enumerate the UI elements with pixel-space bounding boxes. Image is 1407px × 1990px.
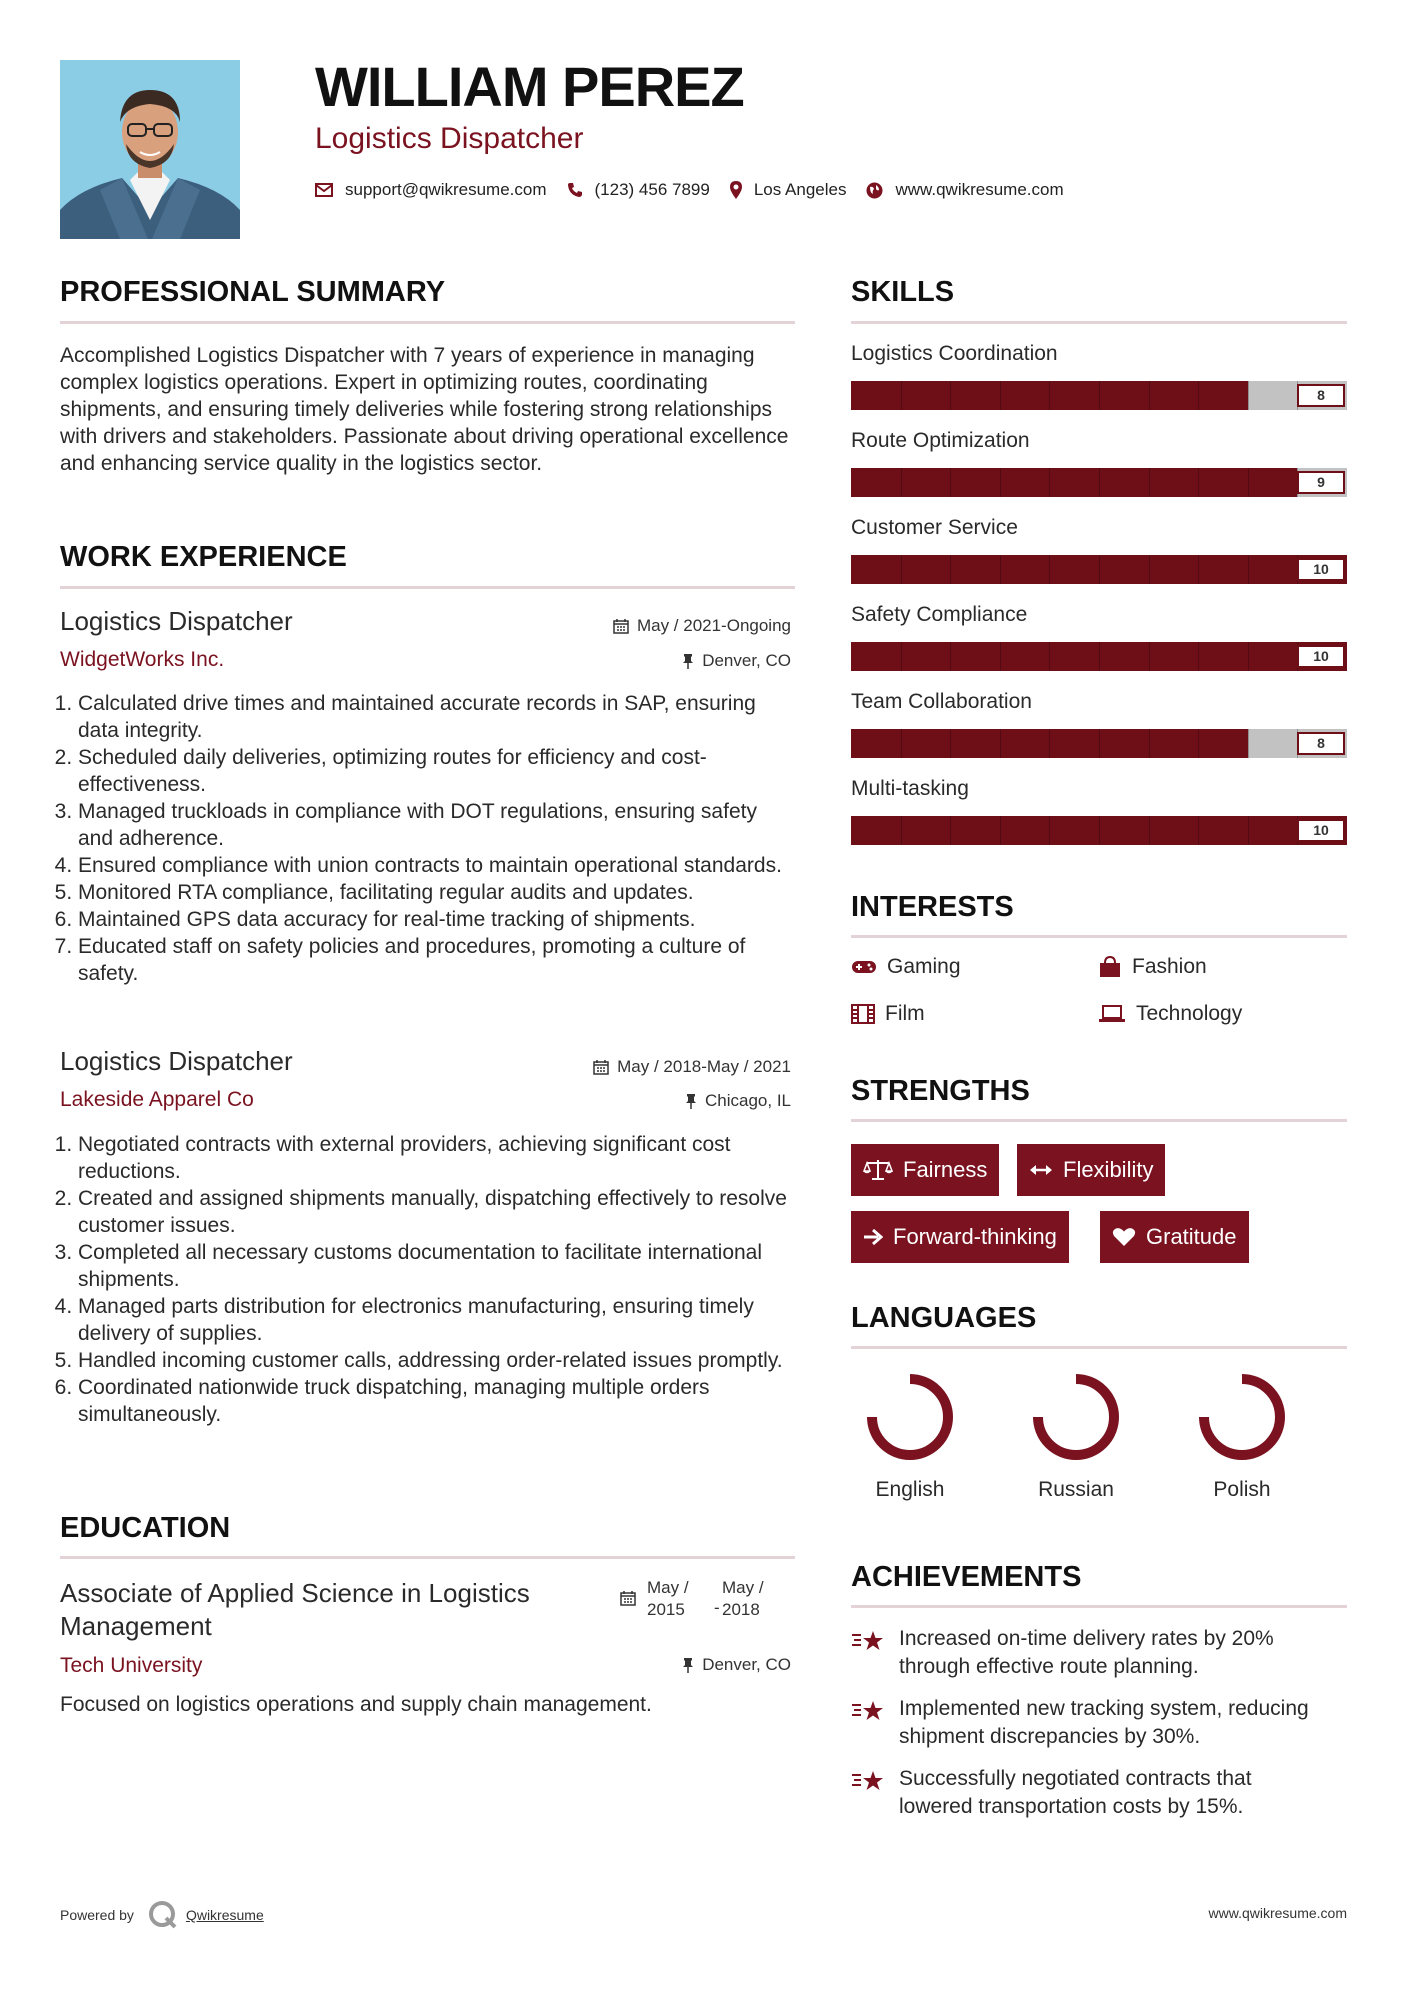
skill-score: 8	[1297, 732, 1345, 755]
languages-divider	[851, 1346, 1347, 1349]
list-item: 3. Completed all necessary customs documentation to facilitate international shipments.	[78, 1239, 795, 1293]
candidate-role: Logistics Dispatcher	[315, 122, 584, 155]
skill-bar-segment	[1149, 381, 1150, 410]
strength-tag	[1017, 1144, 1165, 1196]
qwikresume-link[interactable]: Qwikresume	[185, 1907, 264, 1923]
skill-bar-segment	[1049, 816, 1050, 845]
skill-bar-segment	[1000, 642, 1001, 671]
skill-bar-segment	[950, 816, 951, 845]
skill-bar-segment	[1248, 468, 1249, 497]
pushpin-icon	[682, 653, 694, 669]
skill-score: 10	[1297, 645, 1345, 668]
skill-bar	[851, 468, 1347, 497]
achievement-item	[851, 1695, 1329, 1751]
arrows-horizontal-icon	[1029, 1163, 1053, 1177]
strengths-divider	[851, 1119, 1347, 1122]
language-level-ring	[863, 1370, 957, 1464]
skill-bar-segment	[1248, 816, 1249, 845]
film-icon	[851, 1004, 875, 1024]
skill-bar-segment	[1198, 642, 1199, 671]
list-item: 4. Managed parts distribution for electronics manufacturing, ensuring timely delivery of supplies.	[78, 1293, 795, 1347]
skill-bar-segment	[950, 468, 951, 497]
envelope-icon	[315, 183, 333, 197]
strength-label: Forward-thinking	[893, 1224, 1057, 1249]
skill-bar-segment	[1198, 555, 1199, 584]
edu-end-month: May /	[722, 1578, 764, 1597]
experience-heading: WORK EXPERIENCE	[60, 541, 347, 573]
calendar-icon	[620, 1590, 636, 1606]
email-text: support@qwikresume.com	[345, 180, 547, 199]
contact-email[interactable]	[315, 180, 547, 200]
strengths-heading: STRENGTHS	[851, 1075, 1030, 1107]
skills-divider	[851, 321, 1347, 324]
skill-bar-segment	[1049, 555, 1050, 584]
map-marker-icon	[730, 181, 742, 199]
interest-gaming	[851, 955, 961, 979]
skill-label: Logistics Coordination	[851, 342, 1058, 365]
job-location	[685, 1091, 791, 1111]
skill-score: 10	[1297, 558, 1345, 581]
edu-start-year: 2015	[647, 1600, 685, 1619]
experience-divider	[60, 586, 795, 589]
list-item: 4. Ensured compliance with union contracts to maintain operational standards.	[78, 852, 795, 879]
degree-title-line2: Management	[60, 1611, 212, 1641]
skill-bar-segment	[1099, 555, 1100, 584]
skill-bar-segment	[1198, 381, 1199, 410]
powered-by-text: Powered by	[60, 1907, 134, 1923]
skill-bar-segment	[1149, 729, 1150, 758]
job-location	[682, 651, 791, 671]
education-description: Focused on logistics operations and supply chain management.	[60, 1693, 652, 1716]
skill-bar-segment	[1248, 729, 1249, 758]
summary-text: Accomplished Logistics Dispatcher with 7 years of experience in managing complex logistics operations. Expert in optimizing routes, coordinating shipments, and ensuring timely deliveries while fostering strong relationships with drivers and stakeholders. Passionate about driving operational excellence and enhancing service quality in the logistics sector.	[60, 344, 789, 475]
skill-bar-segment	[901, 555, 902, 584]
list-item: 1. Calculated drive times and maintained accurate records in SAP, ensuring data integrity.	[78, 690, 795, 744]
skill-bar-segment	[1049, 468, 1050, 497]
interests-divider	[851, 935, 1347, 938]
edu-date-dash: -	[714, 1598, 720, 1617]
contact-phone[interactable]	[567, 180, 710, 200]
job-dates	[613, 616, 791, 636]
skill-bar	[851, 555, 1347, 584]
skill-bar-segment	[1248, 555, 1249, 584]
list-item: 5. Handled incoming customer calls, addressing order-related issues promptly.	[78, 1347, 795, 1374]
skill-bar-segment	[1248, 381, 1249, 410]
job-dates-text: May / 2018-May / 2021	[617, 1057, 791, 1076]
arrow-right-icon	[863, 1228, 883, 1246]
education-location	[682, 1655, 791, 1675]
skill-bar-segment	[1149, 468, 1150, 497]
education-dates	[620, 1578, 780, 1620]
strength-tag	[851, 1211, 1069, 1263]
skill-bar-segment	[1099, 816, 1100, 845]
skill-bar-segment	[901, 468, 902, 497]
skill-label: Route Optimization	[851, 429, 1030, 452]
strength-label: Gratitude	[1146, 1224, 1237, 1249]
skill-bar-segment	[1099, 468, 1100, 497]
laptop-icon	[1098, 1005, 1126, 1023]
job-dates-text: May / 2021-Ongoing	[636, 616, 791, 635]
summary-divider	[60, 321, 795, 324]
balance-scale-icon	[863, 1158, 893, 1182]
school-name: Tech University	[60, 1654, 203, 1677]
strength-label: Fairness	[903, 1157, 988, 1182]
skill-bar-segment	[950, 729, 951, 758]
skill-bar-segment	[1149, 642, 1150, 671]
language-level-arc	[1204, 1379, 1280, 1455]
profile-photo	[60, 60, 240, 239]
skill-bar-segment	[901, 642, 902, 671]
interests-heading: INTERESTS	[851, 891, 1014, 923]
strength-label: Flexibility	[1063, 1157, 1154, 1182]
achievement-text: Increased on-time delivery rates by 20% through effective route planning.	[899, 1627, 1274, 1678]
shooting-star-icon	[851, 1767, 885, 1795]
interest-label: Fashion	[1132, 955, 1207, 978]
skill-bar-segment	[901, 816, 902, 845]
skill-bar-segment	[1099, 729, 1100, 758]
skill-bar-segment	[1000, 381, 1001, 410]
skill-bar-segment	[1149, 555, 1150, 584]
languages-heading: LANGUAGES	[851, 1302, 1037, 1334]
skill-bar-segment	[1198, 468, 1199, 497]
job-location-text: Denver, CO	[702, 651, 791, 670]
language-item	[1187, 1370, 1297, 1502]
interest-fashion	[1098, 955, 1207, 979]
interest-technology	[1098, 1002, 1242, 1026]
skill-bar-segment	[1000, 729, 1001, 758]
skill-bar	[851, 642, 1347, 671]
strength-tag	[851, 1144, 999, 1196]
qwikresume-logo-icon	[148, 1900, 178, 1930]
language-level-arc	[1038, 1379, 1114, 1455]
achievements-heading: ACHIEVEMENTS	[851, 1561, 1082, 1593]
language-name: Russian	[1038, 1478, 1114, 1501]
job-duties-list	[60, 1131, 795, 1428]
edu-start-month: May /	[647, 1578, 689, 1597]
skills-heading: SKILLS	[851, 276, 955, 308]
education-heading: EDUCATION	[60, 1512, 231, 1544]
shopping-bag-icon	[1098, 956, 1122, 978]
skill-bar	[851, 381, 1347, 410]
achievement-item	[851, 1765, 1329, 1821]
skill-bar-segment	[1099, 381, 1100, 410]
list-item: 6. Maintained GPS data accuracy for real-time tracking of shipments.	[78, 906, 795, 933]
footer-powered-by	[60, 1900, 264, 1930]
education-divider	[60, 1556, 795, 1559]
skill-label: Multi-tasking	[851, 777, 969, 800]
candidate-name: WILLIAM PEREZ	[315, 55, 744, 118]
achievement-text: Implemented new tracking system, reducing shipment discrepancies by 30%.	[899, 1697, 1309, 1748]
location-text: Los Angeles	[753, 180, 847, 199]
company-name: Lakeside Apparel Co	[60, 1088, 254, 1111]
skill-label: Safety Compliance	[851, 603, 1028, 626]
skill-bar-segment	[1049, 381, 1050, 410]
skill-label: Team Collaboration	[851, 690, 1032, 713]
skill-bar-segment	[1198, 816, 1199, 845]
contact-website[interactable]	[866, 180, 1063, 200]
list-item: 2. Scheduled daily deliveries, optimizing routes for efficiency and cost-effectiveness.	[78, 744, 795, 798]
skill-bar-segment	[1049, 729, 1050, 758]
skill-bar-segment	[1248, 642, 1249, 671]
skill-bar	[851, 816, 1347, 845]
skill-bar-segment	[950, 555, 951, 584]
job-location-text: Chicago, IL	[705, 1091, 791, 1110]
pushpin-icon	[682, 1657, 694, 1673]
phone-text: (123) 456 7899	[594, 180, 710, 199]
skill-bar-segment	[1198, 729, 1199, 758]
list-item: 6. Coordinated nationwide truck dispatching, managing multiple orders simultaneously.	[78, 1374, 795, 1428]
interest-label: Technology	[1136, 1002, 1243, 1025]
language-name: English	[875, 1478, 945, 1501]
skill-bar	[851, 729, 1347, 758]
skill-bar-segment	[1000, 816, 1001, 845]
summary-heading: PROFESSIONAL SUMMARY	[60, 276, 446, 308]
skill-score: 8	[1297, 384, 1345, 407]
skill-bar-segment	[1149, 816, 1150, 845]
language-level-ring	[1195, 1370, 1289, 1464]
pushpin-icon	[685, 1093, 697, 1109]
job-title: Logistics Dispatcher	[60, 606, 293, 636]
list-item: 5. Monitored RTA compliance, facilitating regular audits and updates.	[78, 879, 795, 906]
shooting-star-icon	[851, 1697, 885, 1725]
footer-website[interactable]: www.qwikresume.com	[1208, 1905, 1347, 1921]
gamepad-icon	[851, 959, 877, 975]
calendar-icon	[593, 1059, 609, 1075]
language-item	[855, 1370, 965, 1502]
job-title: Logistics Dispatcher	[60, 1046, 293, 1076]
skill-label: Customer Service	[851, 516, 1018, 539]
degree-title-line1: Associate of Applied Science in Logistics	[60, 1578, 530, 1608]
skill-bar-segment	[950, 642, 951, 671]
job-dates	[593, 1057, 791, 1077]
contact-location	[730, 180, 847, 200]
edu-end-year: 2018	[722, 1600, 760, 1619]
list-item: 3. Managed truckloads in compliance with DOT regulations, ensuring safety and adherence.	[78, 798, 795, 852]
language-level-arc	[872, 1379, 948, 1455]
list-item: 2. Created and assigned shipments manually, dispatching effectively to resolve customer issues.	[78, 1185, 795, 1239]
list-item: 1. Negotiated contracts with external providers, achieving significant cost reductions.	[78, 1131, 795, 1185]
website-text: www.qwikresume.com	[895, 180, 1064, 199]
strength-tag	[1100, 1211, 1249, 1263]
calendar-icon	[613, 618, 629, 634]
skill-score: 10	[1297, 819, 1345, 842]
interest-label: Gaming	[887, 955, 961, 978]
shooting-star-icon	[851, 1627, 885, 1655]
skill-bar-segment	[1000, 468, 1001, 497]
skill-bar-segment	[1099, 642, 1100, 671]
skill-bar-segment	[901, 381, 902, 410]
language-item	[1021, 1370, 1131, 1502]
achievement-item	[851, 1625, 1329, 1681]
skill-bar-fill	[851, 468, 1297, 497]
skill-bar-segment	[950, 381, 951, 410]
globe-icon	[866, 182, 883, 199]
skill-bar-segment	[901, 729, 902, 758]
language-level-ring	[1029, 1370, 1123, 1464]
job-duties-list	[60, 690, 795, 987]
company-name: WidgetWorks Inc.	[60, 648, 225, 671]
skill-bar-segment	[1049, 642, 1050, 671]
achievements-divider	[851, 1605, 1347, 1608]
education-location-text: Denver, CO	[702, 1655, 791, 1674]
contact-bar	[315, 178, 1084, 202]
list-item: 7. Educated staff on safety policies and procedures, promoting a culture of safety.	[78, 933, 795, 987]
interest-film	[851, 1002, 925, 1026]
skill-score: 9	[1297, 471, 1345, 494]
skill-bar-segment	[1000, 555, 1001, 584]
achievement-text: Successfully negotiated contracts that lowered transportation costs by 15%.	[899, 1767, 1252, 1818]
language-name: Polish	[1213, 1478, 1271, 1501]
heart-icon	[1112, 1227, 1136, 1247]
phone-icon	[567, 182, 583, 198]
interest-label: Film	[885, 1002, 925, 1025]
